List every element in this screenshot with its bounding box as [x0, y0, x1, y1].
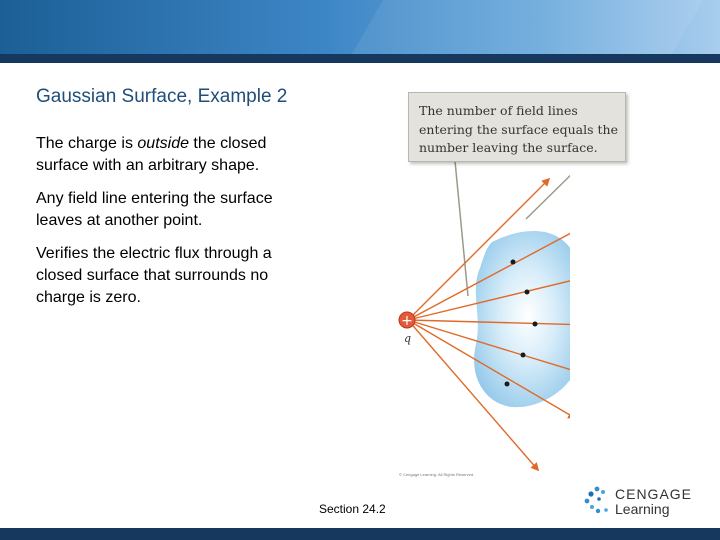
- cengage-logo: [583, 484, 693, 520]
- bullet-1-text-start: The charge is: [36, 135, 138, 152]
- bullet-1-emphasis: outside: [137, 135, 189, 152]
- figure-copyright: © Cengage Learning. All Rights Reserved.: [399, 472, 475, 477]
- callout-box: [408, 92, 626, 162]
- callout-text: The number of field lines entering the surface equals the number leaving the surface.: [419, 103, 618, 155]
- callout-pointer-right: [526, 161, 570, 219]
- logo-name: CENGAGE: [615, 486, 693, 502]
- cengage-dots-icon: [583, 486, 611, 516]
- bullet-1-text-end: the closed surface with an arbitrary shape.: [36, 135, 267, 174]
- gaussian-surface-figure: [380, 150, 570, 480]
- logo-sub: Learning: [615, 501, 670, 517]
- bullet-1: [36, 133, 316, 177]
- section-label: Section 24.2: [319, 502, 386, 516]
- charge-sign: +: [401, 313, 413, 329]
- bullet-3: Verifies the electric flux through a closed surface that surrounds no charge is zero.: [36, 245, 272, 306]
- top-banner: [0, 0, 720, 54]
- top-divider-bar: [0, 54, 720, 63]
- bullet-2: Any field line entering the surface leaves at another point.: [36, 190, 273, 229]
- charge-label: q: [404, 332, 412, 345]
- callout-pointer-left: [455, 161, 468, 296]
- closed-surface: [474, 231, 570, 407]
- bottom-bar: [0, 528, 720, 540]
- slide-title: Gaussian Surface, Example 2: [36, 86, 288, 107]
